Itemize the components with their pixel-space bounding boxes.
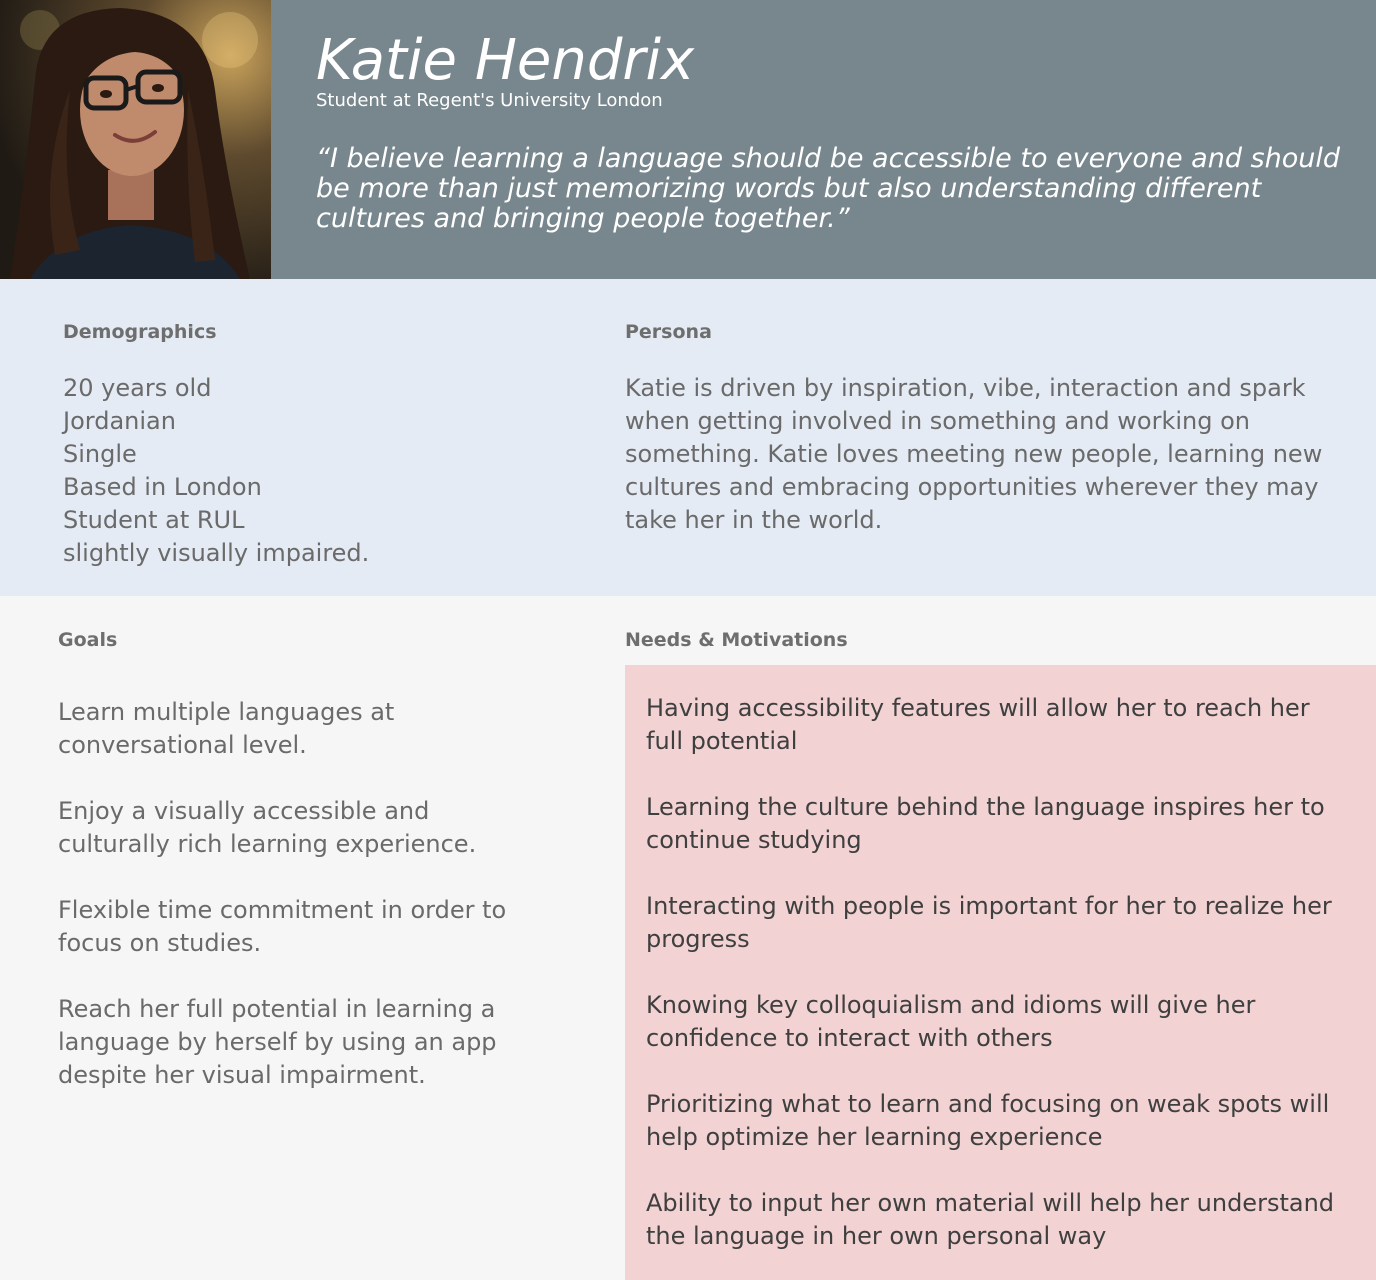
need-item: Learning the culture behind the language inspires her to continue studying — [646, 793, 1325, 854]
need-item: Prioritizing what to learn and focusing on weak spots will help optimize her learning experience — [646, 1090, 1330, 1151]
demographic-item: Single — [63, 440, 137, 468]
goals-list — [58, 696, 528, 1125]
profile-photo — [0, 0, 271, 279]
persona-header — [0, 0, 1376, 279]
needs-list — [646, 692, 1346, 1280]
persona-role: Student at Regent's University London — [316, 90, 663, 111]
persona-description: Katie is driven by inspiration, vibe, interaction and spark when getting involved in something and working on something. Katie loves meeting new people, learning new cultures and embracing opportunities wherever they may take her in the world. — [625, 374, 1323, 534]
need-item: Having accessibility features will allow her to reach her full potential — [646, 694, 1310, 755]
demographic-item: slightly visually impaired. — [63, 539, 370, 567]
goal-item: Reach her full potential in learning a language by herself by using an app despite her visual impairment. — [58, 995, 497, 1089]
goal-item: Flexible time commitment in order to focus on studies. — [58, 896, 507, 957]
demographics-heading: Demographics — [63, 321, 217, 343]
goal-item: Enjoy a visually accessible and culturally rich learning experience. — [58, 797, 477, 858]
need-item: Interacting with people is important for her to realize her progress — [646, 892, 1332, 953]
persona-heading: Persona — [625, 321, 712, 343]
persona-name: Katie Hendrix — [316, 28, 695, 93]
demographic-item: Based in London — [63, 473, 262, 501]
goals-heading: Goals — [58, 629, 118, 651]
demographic-item: Student at RUL — [63, 506, 245, 534]
demographics-list — [63, 372, 369, 570]
need-item: Knowing key colloquialism and idioms will give her confidence to interact with others — [646, 991, 1256, 1052]
goal-item: Learn multiple languages at conversational level. — [58, 698, 395, 759]
need-item: Ability to input her own material will help her understand the language in her own personal way — [646, 1189, 1335, 1250]
demographic-item: 20 years old — [63, 374, 212, 402]
needs-heading: Needs & Motivations — [625, 629, 848, 651]
demographic-item: Jordanian — [63, 407, 176, 435]
persona-quote: “I believe learning a language should be accessible to everyone and should be more than just memorizing words but also understanding different cultures and bringing people together.” — [316, 143, 1340, 234]
